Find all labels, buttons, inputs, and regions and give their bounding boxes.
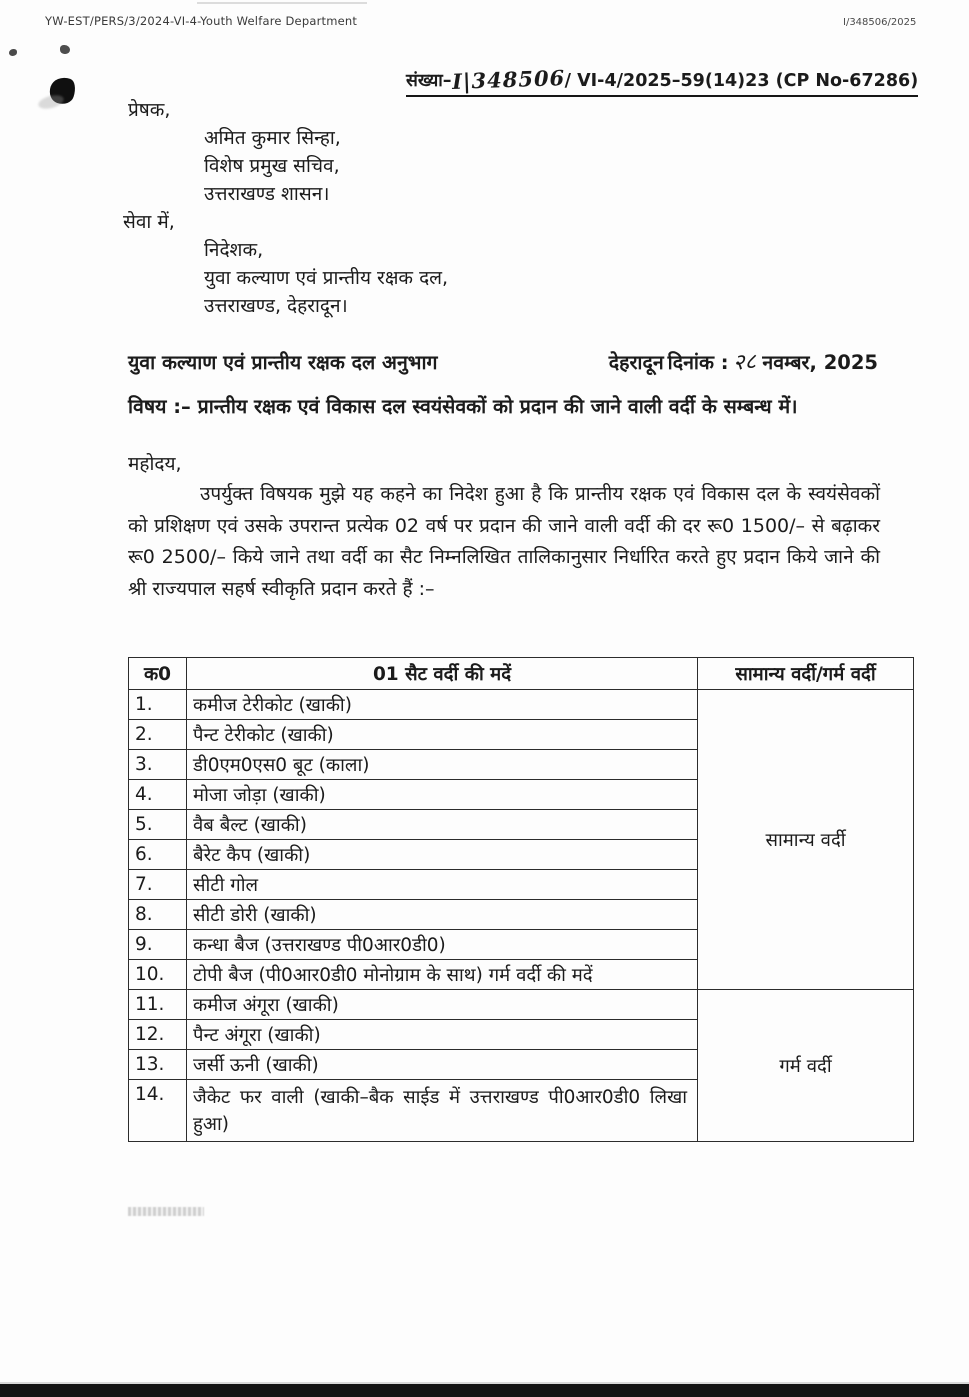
- salutation: महोदय,: [128, 453, 182, 475]
- row-item: पैन्ट टेरीकोट (खाकी): [187, 720, 698, 750]
- header-items: 01 सैट वर्दी की मदें: [187, 658, 698, 690]
- eoffice-number: I/348506/2025: [843, 17, 917, 28]
- row-serial: 10.: [129, 960, 187, 990]
- row-item: टोपी बैज (पी0आर0डी0 मोनोग्राम के साथ) गर्म वर्दी की मदें: [187, 960, 698, 990]
- recipient-designation: निदेशक,: [204, 239, 264, 261]
- place: देहरादून: [608, 351, 664, 374]
- date-month-year: नवम्बर, 2025: [762, 351, 878, 374]
- row-serial: 9.: [129, 930, 187, 960]
- row-serial: 13.: [129, 1050, 187, 1080]
- recipient-label: सेवा में,: [123, 211, 175, 233]
- group-label-warm: गर्म वर्दी: [698, 990, 914, 1142]
- table-row: [129, 690, 914, 720]
- date-label: दिनांक :: [667, 351, 729, 374]
- scan-edge-strip: [0, 1382, 969, 1397]
- ink-blot: [9, 49, 17, 56]
- row-item: सीटी गोल: [187, 870, 698, 900]
- recipient-block: [204, 236, 448, 320]
- row-item: कमीज अंगूरा (खाकी): [187, 990, 698, 1020]
- row-serial: 3.: [129, 750, 187, 780]
- sender-designation: विशेष प्रमुख सचिव,: [204, 155, 340, 177]
- recipient-department: युवा कल्याण एवं प्रान्तीय रक्षक दल,: [204, 267, 449, 289]
- table-header-row: [129, 658, 914, 690]
- row-item: सीटी डोरी (खाकी): [187, 900, 698, 930]
- row-serial: 4.: [129, 780, 187, 810]
- row-item: जैकेट फर वाली (खाकी–बैक साईड में उत्तराखण्ड पी0आर0डी0 लिखा हुआ): [187, 1080, 698, 1142]
- sender-name: अमित कुमार सिन्हा,: [204, 127, 341, 149]
- row-item: कन्धा बैज (उत्तराखण्ड पी0आर0डी0): [187, 930, 698, 960]
- row-serial: 6.: [129, 840, 187, 870]
- row-item: कमीज टेरीकोट (खाकी): [187, 690, 698, 720]
- handwritten-date-day: २८: [731, 349, 757, 376]
- row-serial: 8.: [129, 900, 187, 930]
- file-reference: YW-EST/PERS/3/2024-VI-4-Youth Welfare Department: [45, 14, 358, 28]
- scan-artifact-line: [197, 2, 367, 4]
- row-serial: 7.: [129, 870, 187, 900]
- body-paragraph: उपर्युक्त विषयक मुझे यह कहने का निदेश हुआ है कि प्रान्तीय रक्षक एवं विकास दल के स्वयंसेवकों को प्रशिक्षण एवं उसके उपरान्त प्रत्येक 02 वर्ष पर प्रदान की जाने वाली वर्दी की दर रू0 1500/– से बढ़ाकर रू0 2500/– किये जाने तथा वर्दी का सैट निम्नलिखित तालिकानुसार निर्धारित करते हुए प्रदान किये जाने की श्री राज्यपाल सहर्ष स्वीकृति प्रदान करते हैं :–: [128, 483, 880, 600]
- row-serial: 2.: [129, 720, 187, 750]
- row-serial: 12.: [129, 1020, 187, 1050]
- row-serial: 11.: [129, 990, 187, 1020]
- sender-label: प्रेषक,: [128, 99, 171, 121]
- row-serial: 5.: [129, 810, 187, 840]
- letter-number-prefix: संख्या–: [406, 71, 452, 91]
- row-item: बैरेट कैप (खाकी): [187, 840, 698, 870]
- letter-number: [406, 66, 918, 97]
- row-item: वैब बैल्ट (खाकी): [187, 810, 698, 840]
- row-item: जर्सी ऊनी (खाकी): [187, 1050, 698, 1080]
- group-label-normal: सामान्य वर्दी: [698, 690, 914, 990]
- ink-blot: [60, 45, 70, 54]
- subject-line: विषय :– प्रान्तीय रक्षक एवं विकास दल स्वयंसेवकों को प्रदान की जाने वाली वर्दी के सम्बन्ध में।: [128, 395, 798, 418]
- handwritten-file-number: I|348506: [451, 65, 566, 94]
- sender-organization: उत्तराखण्ड शासन।: [204, 183, 330, 205]
- table-row: [129, 990, 914, 1020]
- row-item: डी0एम0एस0 बूट (काला): [187, 750, 698, 780]
- row-serial: 14.: [129, 1080, 187, 1142]
- header-category: सामान्य वर्दी/गर्म वर्दी: [698, 658, 914, 690]
- header-serial: क0: [129, 658, 187, 690]
- place-date: [605, 346, 878, 376]
- row-serial: 1.: [129, 690, 187, 720]
- ink-smudge: [37, 93, 65, 111]
- sender-block: [204, 124, 341, 208]
- letter-number-rest: / VI-4/2025–59(14)23 (CP No-67286): [564, 71, 919, 91]
- section-date-row: [128, 346, 878, 376]
- uniform-table-body: [129, 690, 914, 1142]
- uniform-items-table: [128, 657, 914, 1142]
- section-name: युवा कल्याण एवं प्रान्तीय रक्षक दल अनुभाग: [128, 351, 438, 374]
- recipient-address: उत्तराखण्ड, देहरादून।: [204, 295, 348, 317]
- row-item: पैन्ट अंगूरा (खाकी): [187, 1020, 698, 1050]
- row-item: मोजा जोड़ा (खाकी): [187, 780, 698, 810]
- faint-illegible-stamp: [128, 1207, 204, 1216]
